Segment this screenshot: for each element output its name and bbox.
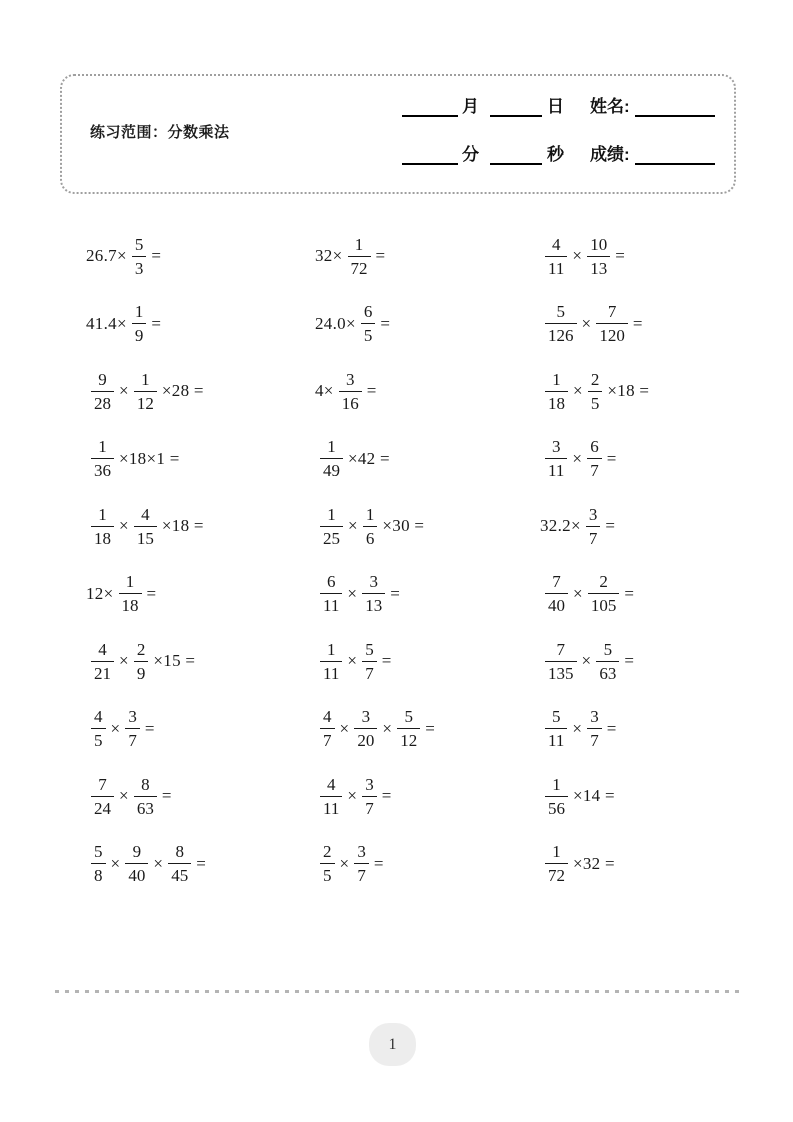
header-fields [402, 92, 715, 165]
math-operator-equals: = [151, 246, 162, 265]
fraction-denominator: 11 [548, 461, 565, 480]
second-blank [490, 141, 542, 165]
fraction [545, 370, 568, 413]
math-operator-equals: = [632, 313, 643, 333]
fraction-numerator: 3 [362, 775, 377, 797]
fraction-numerator: 5 [596, 640, 619, 662]
math-operand: × [572, 718, 583, 738]
fraction [545, 437, 567, 480]
fraction-numerator: 1 [119, 572, 142, 594]
fraction-denominator: 5 [94, 731, 103, 750]
fraction [119, 572, 142, 615]
fraction [134, 505, 157, 548]
fraction-numerator: 2 [588, 370, 603, 392]
fraction-numerator: 5 [362, 640, 377, 662]
fraction-numerator: 3 [125, 707, 140, 729]
fraction [545, 707, 567, 750]
fraction [134, 370, 157, 413]
name-blank [635, 93, 715, 117]
fraction-numerator: 7 [91, 775, 114, 797]
math-operator-equals: ×15 = [153, 651, 196, 670]
fraction-numerator: 7 [545, 572, 568, 594]
fraction [339, 370, 362, 413]
fraction-numerator: 1 [132, 302, 147, 324]
problem-7 [86, 368, 316, 414]
math-operand: × [339, 718, 350, 738]
fraction [320, 775, 342, 818]
fraction-denominator: 15 [136, 528, 154, 548]
fraction [596, 640, 619, 683]
problem-2 [315, 233, 545, 279]
fraction [354, 707, 377, 750]
fraction-denominator: 56 [548, 798, 565, 818]
fraction-numerator: 5 [545, 302, 577, 324]
math-operator-equals: = [381, 786, 392, 805]
fraction-numerator: 9 [125, 842, 148, 864]
fraction [361, 302, 376, 345]
fraction [545, 572, 568, 615]
fraction [132, 302, 147, 345]
math-operand: × [119, 786, 129, 805]
fraction-numerator: 7 [545, 640, 577, 662]
problem-21 [540, 638, 770, 684]
fraction-numerator: 1 [545, 370, 568, 392]
fraction-denominator: 8 [94, 866, 103, 885]
fraction [362, 640, 377, 683]
fraction-denominator: 21 [94, 663, 111, 683]
fraction-numerator: 3 [362, 572, 385, 594]
fraction-denominator: 11 [323, 798, 340, 818]
fraction-denominator: 5 [590, 393, 600, 413]
problem-8 [315, 368, 545, 414]
fraction [134, 640, 149, 683]
fraction [588, 572, 620, 615]
fraction-numerator: 2 [320, 842, 335, 864]
math-operand: × [572, 448, 583, 468]
fraction-denominator: 3 [134, 258, 144, 278]
math-operand: × [347, 786, 358, 805]
math-operator-equals: = [606, 448, 617, 468]
fraction [587, 707, 602, 750]
fraction [134, 775, 157, 818]
fraction-numerator: 4 [320, 775, 342, 797]
problem-15 [540, 503, 770, 549]
math-operator-equals: = [366, 381, 377, 400]
day-label: 日 [547, 97, 564, 116]
fraction-denominator: 72 [548, 866, 565, 885]
fraction-denominator: 72 [350, 258, 368, 278]
math-operand: × [573, 381, 583, 400]
fraction-numerator: 4 [545, 235, 567, 257]
fraction-denominator: 5 [323, 866, 332, 885]
math-operand: 4× [315, 381, 334, 400]
month-blank [402, 93, 458, 117]
fraction-numerator: 5 [132, 235, 147, 257]
fraction-denominator: 9 [136, 663, 146, 683]
fraction [320, 707, 335, 750]
fraction-denominator: 18 [121, 596, 139, 615]
fraction-numerator: 1 [91, 505, 114, 527]
math-operator-equals: = [624, 583, 635, 603]
fraction [362, 775, 377, 818]
fraction [91, 505, 114, 548]
math-operand: × [153, 853, 164, 873]
fraction [320, 505, 343, 548]
fraction-denominator: 7 [365, 798, 374, 818]
fraction-denominator: 105 [590, 596, 617, 615]
fraction-denominator: 63 [136, 798, 154, 818]
fraction-denominator: 40 [548, 596, 565, 615]
score-label: 成绩: [590, 145, 630, 164]
fraction [320, 640, 342, 683]
day-blank [490, 93, 542, 117]
problem-3 [540, 233, 770, 279]
problem-18 [540, 571, 770, 617]
problem-10 [86, 436, 316, 482]
math-operand: 32× [315, 246, 343, 265]
problem-12 [540, 436, 770, 482]
fraction-denominator: 11 [548, 731, 565, 750]
math-operator-equals: = [390, 583, 401, 603]
math-operator-equals: ×42 = [348, 448, 390, 468]
math-operand: × [572, 246, 583, 265]
fraction-denominator: 63 [599, 663, 617, 683]
math-operand: 32.2× [540, 516, 581, 535]
fraction-denominator: 7 [357, 866, 366, 885]
fraction-numerator: 5 [545, 707, 567, 729]
fraction-numerator: 8 [134, 775, 157, 797]
fraction-denominator: 20 [357, 731, 375, 750]
fraction [586, 505, 601, 548]
fraction-denominator: 7 [590, 461, 599, 480]
fraction-denominator: 13 [365, 596, 383, 615]
fraction-numerator: 1 [320, 640, 342, 662]
problem-22 [86, 706, 316, 752]
fraction-numerator: 6 [361, 302, 376, 324]
fraction-numerator: 8 [168, 842, 191, 864]
fraction [91, 370, 114, 413]
minute-label: 分 [462, 145, 479, 164]
problem-23 [315, 706, 545, 752]
math-operator-equals: = [425, 718, 436, 738]
fraction-denominator: 13 [590, 258, 608, 278]
fraction-numerator: 9 [91, 370, 114, 392]
fraction-numerator: 1 [320, 437, 343, 459]
math-operator-equals: = [606, 718, 617, 738]
math-operator-equals: = [144, 718, 155, 738]
fraction-denominator: 11 [323, 663, 340, 683]
problem-4 [86, 301, 316, 347]
fraction [587, 437, 602, 480]
fraction-numerator: 5 [91, 842, 106, 864]
month-label: 月 [462, 97, 479, 116]
fraction [587, 235, 610, 278]
math-operand: × [339, 853, 350, 873]
fraction [320, 437, 343, 480]
fraction-numerator: 2 [134, 640, 149, 662]
fraction [320, 842, 335, 885]
fraction-denominator: 36 [94, 461, 111, 480]
fraction-denominator: 18 [94, 528, 111, 548]
fraction-numerator: 4 [320, 707, 335, 729]
fraction-numerator: 1 [363, 505, 378, 527]
math-operand: × [382, 718, 393, 738]
fraction-denominator: 7 [588, 528, 598, 548]
practice-scope-label: 练习范围：分数乘法 [90, 124, 230, 141]
fraction-numerator: 1 [320, 505, 343, 527]
fraction-numerator: 4 [91, 707, 106, 729]
fraction-denominator: 135 [548, 663, 574, 683]
time-score-row [402, 140, 715, 165]
problem-6 [540, 301, 770, 347]
problem-11 [315, 436, 545, 482]
math-operand: × [110, 853, 121, 873]
fraction-denominator: 18 [548, 393, 565, 413]
math-operator-equals: = [375, 246, 386, 265]
fraction [362, 572, 385, 615]
math-operand: 26.7× [86, 246, 127, 265]
fraction-numerator: 1 [134, 370, 157, 392]
fraction [125, 707, 140, 750]
fraction-denominator: 16 [341, 393, 359, 413]
fraction [91, 640, 114, 683]
math-operand: 12× [86, 583, 114, 603]
math-operator-equals: = [196, 853, 207, 873]
math-operator-equals: = [624, 651, 635, 670]
fraction [91, 775, 114, 818]
fraction-numerator: 1 [91, 437, 114, 459]
fraction [348, 235, 371, 278]
problem-19 [86, 638, 316, 684]
math-operand: × [347, 651, 358, 670]
fraction-numerator: 1 [348, 235, 371, 257]
math-operand: 24.0× [315, 313, 356, 333]
fraction [545, 775, 568, 818]
math-operand: × [347, 583, 358, 603]
math-operator-equals: ×32 = [573, 853, 615, 873]
fraction-denominator: 6 [365, 528, 375, 548]
name-label: 姓名: [590, 97, 630, 116]
fraction-numerator: 6 [320, 572, 342, 594]
math-operand: × [119, 516, 129, 535]
math-operand: × [581, 651, 592, 670]
math-operand: × [573, 583, 583, 603]
fraction-numerator: 3 [339, 370, 362, 392]
fraction-denominator: 7 [128, 731, 137, 750]
problem-26 [315, 773, 545, 819]
second-label: 秒 [547, 145, 564, 164]
problem-13 [86, 503, 316, 549]
fraction [91, 437, 114, 480]
fraction-denominator: 7 [590, 731, 599, 750]
page-number-badge [369, 1023, 416, 1066]
fraction [168, 842, 191, 885]
date-name-row [402, 92, 715, 117]
math-operator-equals: = [151, 313, 162, 333]
math-operator-equals: ×30 = [382, 516, 425, 535]
fraction [363, 505, 378, 548]
minute-blank [402, 141, 458, 165]
score-blank [635, 141, 715, 165]
fraction-numerator: 3 [586, 505, 601, 527]
problem-1 [86, 233, 316, 279]
math-operator-equals: ×28 = [161, 381, 204, 400]
fraction [588, 370, 603, 413]
math-operand: × [119, 651, 129, 670]
problem-30 [540, 841, 770, 887]
fraction-numerator: 3 [354, 707, 377, 729]
math-operator-equals: ×14 = [573, 786, 615, 805]
math-operand: 41.4× [86, 313, 127, 333]
problem-24 [540, 706, 770, 752]
math-operand: × [110, 718, 121, 738]
fraction-numerator: 1 [545, 842, 568, 864]
fraction [320, 572, 342, 615]
fraction-numerator: 7 [596, 302, 628, 324]
fraction-denominator: 11 [323, 596, 340, 615]
fraction [91, 842, 106, 885]
problem-27 [540, 773, 770, 819]
fraction-denominator: 11 [548, 258, 565, 278]
problem-14 [315, 503, 545, 549]
problem-17 [315, 571, 545, 617]
fraction-numerator: 2 [588, 572, 620, 594]
fraction-denominator: 120 [599, 326, 625, 345]
problem-25 [86, 773, 316, 819]
fraction-denominator: 49 [323, 461, 340, 480]
math-operator-equals: = [381, 651, 392, 670]
fraction [354, 842, 369, 885]
math-operand: × [119, 381, 129, 400]
problem-29 [315, 841, 545, 887]
bottom-dashed-separator [55, 990, 745, 993]
math-operand: × [348, 516, 358, 535]
fraction [125, 842, 148, 885]
fraction [397, 707, 420, 750]
math-operator-equals: ×18 = [161, 516, 204, 535]
math-operator-equals: = [380, 313, 391, 333]
fraction [545, 842, 568, 885]
fraction-denominator: 25 [323, 528, 340, 548]
math-operator-equals: = [161, 786, 172, 805]
fraction-denominator: 28 [94, 393, 111, 413]
problem-9 [540, 368, 770, 414]
fraction-numerator: 6 [587, 437, 602, 459]
fraction-denominator: 12 [136, 393, 154, 413]
fraction-denominator: 45 [171, 866, 189, 885]
problem-20 [315, 638, 545, 684]
fraction-denominator: 5 [363, 326, 373, 345]
fraction [91, 707, 106, 750]
math-operator-equals: = [615, 246, 626, 265]
math-operator-equals: = [373, 853, 384, 873]
fraction [545, 302, 577, 345]
problem-28 [86, 841, 316, 887]
fraction-numerator: 3 [545, 437, 567, 459]
math-operator-equals: ×18 = [607, 381, 650, 400]
fraction-numerator: 1 [545, 775, 568, 797]
fraction-numerator: 10 [587, 235, 610, 257]
fraction [545, 640, 577, 683]
page-number: 1 [388, 1035, 397, 1053]
problem-16 [86, 571, 316, 617]
fraction-denominator: 9 [134, 326, 144, 345]
fraction-numerator: 3 [354, 842, 369, 864]
fraction [596, 302, 628, 345]
fraction-denominator: 12 [400, 731, 418, 750]
fraction [132, 235, 147, 278]
fraction-numerator: 4 [134, 505, 157, 527]
fraction-numerator: 5 [397, 707, 420, 729]
fraction-denominator: 24 [94, 798, 111, 818]
math-operator-equals: ×18×1 = [119, 448, 180, 468]
fraction-numerator: 4 [91, 640, 114, 662]
fraction-denominator: 7 [365, 663, 374, 683]
math-operator-equals: = [605, 516, 616, 535]
math-operand: × [581, 313, 592, 333]
fraction [545, 235, 567, 278]
fraction-denominator: 126 [548, 326, 574, 345]
fraction-numerator: 3 [587, 707, 602, 729]
math-operator-equals: = [146, 583, 157, 603]
problem-5 [315, 301, 545, 347]
fraction-denominator: 7 [323, 731, 332, 750]
fraction-denominator: 40 [128, 866, 146, 885]
